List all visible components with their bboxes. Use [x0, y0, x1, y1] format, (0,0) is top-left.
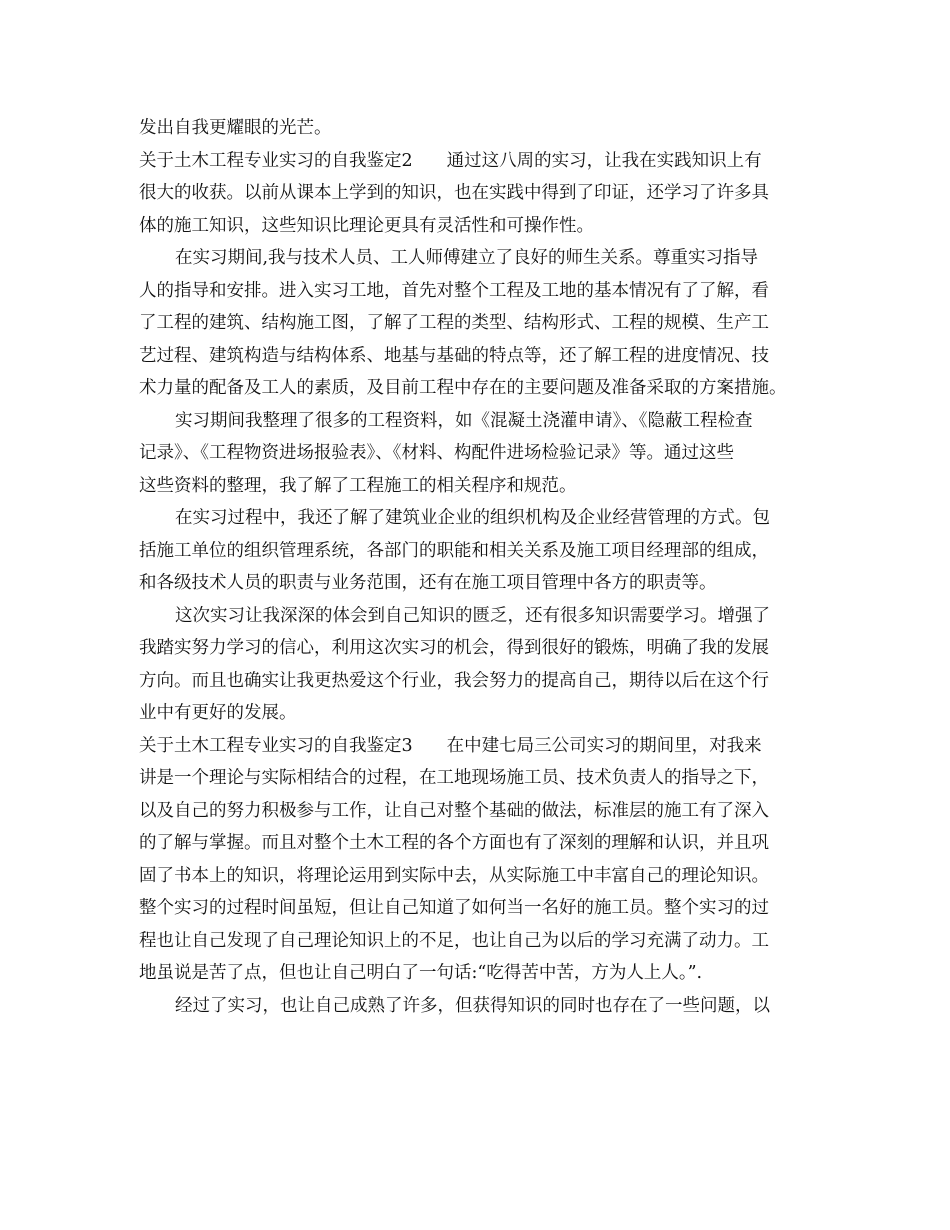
line-text: 在中建七局三公司实习的期间里，对我来	[446, 735, 762, 756]
line-text: 很大的收获。以前从课本上学到的知识，也在实践中得到了印证，还学习了许多具	[139, 183, 769, 203]
line-text: 在实习过程中，我还了解了建筑业企业的组织机构及企业经营管理的方式。包	[175, 508, 770, 528]
section-heading: 关于土木工程专业实习的自我鉴定2	[139, 150, 413, 171]
text-line	[139, 762, 829, 795]
line-text: 程也让自己发现了自己理论知识上的不足，也让自己为以后的学习充满了动力。工	[139, 930, 769, 951]
text-line	[139, 535, 829, 568]
text-line	[139, 340, 829, 373]
text-line	[139, 600, 829, 633]
text-line	[139, 437, 829, 470]
line-text: 艺过程、建筑构造与结构体系、地基与基础的特点等，还了解工程的进度情况、技	[139, 345, 769, 366]
text-line	[139, 275, 829, 308]
text-line	[139, 990, 829, 1023]
line-text: 记录》、《工程物资进场报验表》、《材料、构配件进场检验记录》等。通过这些	[139, 443, 734, 463]
text-line	[139, 112, 829, 145]
line-text: 这次实习让我深深的体会到自己知识的匮乏，还有很多知识需要学习。增强了	[175, 605, 770, 626]
text-line	[139, 372, 829, 405]
text-line	[139, 470, 829, 503]
text-line	[139, 177, 829, 210]
section-heading: 关于土木工程专业实习的自我鉴定3	[139, 735, 413, 756]
document-body	[139, 112, 829, 1022]
text-line	[139, 567, 829, 600]
text-line	[139, 697, 829, 730]
text-line	[139, 827, 829, 860]
line-text: 通过这八周的实习，让我在实践知识上有	[446, 150, 762, 171]
text-line	[139, 925, 829, 958]
line-text: 以及自己的努力积极参与工作，让自己对整个基础的做法，标准层的施工有了深入	[139, 800, 769, 821]
line-text: 体的施工知识，这些知识比理论更具有灵活性和可操作性。	[139, 215, 594, 236]
line-text: 实习期间我整理了很多的工程资料，如《混凝土浇灌申请》、《隐蔽工程检查	[175, 410, 753, 431]
text-line	[139, 210, 829, 243]
text-line	[139, 307, 829, 340]
line-text: 了工程的建筑、结构施工图，了解了工程的类型、结构形式、工程的规模、生产工	[139, 313, 769, 333]
line-text: 在实习期间,我与技术人员、工人师傅建立了良好的师生关系。尊重实习指导	[175, 248, 759, 268]
text-line	[139, 502, 829, 535]
line-text: 人的指导和安排。进入实习工地，首先对整个工程及工地的基本情况有了了解，看	[139, 280, 769, 301]
text-line	[139, 242, 829, 275]
text-line	[139, 892, 829, 925]
line-text: 方向。而且也确实让我更热爱这个行业，我会努力的提高自己，期待以后在这个行	[139, 670, 769, 691]
text-line	[139, 795, 829, 828]
line-text: 我踏实努力学习的信心，利用这次实习的机会，得到很好的锻炼，明确了我的发展	[139, 638, 769, 658]
line-text: 讲是一个理论与实际相结合的过程，在工地现场施工员、技术负责人的指导之下，	[139, 768, 769, 788]
text-line	[139, 730, 829, 763]
line-text: 发出自我更耀眼的光芒。	[139, 118, 332, 138]
line-text: 术力量的配备及工人的素质，及目前工程中存在的主要问题及准备采取的方案措施。	[139, 378, 787, 398]
text-line	[139, 405, 829, 438]
text-line	[139, 957, 829, 990]
line-text: 固了书本上的知识，将理论运用到实际中去，从实际施工中丰富自己的理论知识。	[139, 865, 769, 886]
line-text: 地虽说是苦了点，但也让自己明白了一句话:“吃得苦中苦，方为人上人。”.	[139, 963, 703, 983]
line-text: 整个实习的过程时间虽短，但让自己知道了如何当一名好的施工员。整个实习的过	[139, 898, 769, 918]
line-text: 这些资料的整理，我了解了工程施工的相关程序和规范。	[139, 475, 577, 496]
text-line	[139, 632, 829, 665]
line-text: 的了解与掌握。而且对整个土木工程的各个方面也有了深刻的理解和认识，并且巩	[139, 833, 769, 853]
text-line	[139, 860, 829, 893]
line-text: 经过了实习，也让自己成熟了许多，但获得知识的同时也存在了一些问题，以	[175, 995, 770, 1016]
line-text: 括施工单位的组织管理系统，各部门的职能和相关关系及施工项目经理部的组成，	[139, 540, 769, 561]
line-text: 和各级技术人员的职责与业务范围，还有在施工项目管理中各方的职责等。	[139, 573, 717, 593]
line-text: 业中有更好的发展。	[139, 703, 297, 723]
text-line	[139, 145, 829, 178]
text-line	[139, 665, 829, 698]
